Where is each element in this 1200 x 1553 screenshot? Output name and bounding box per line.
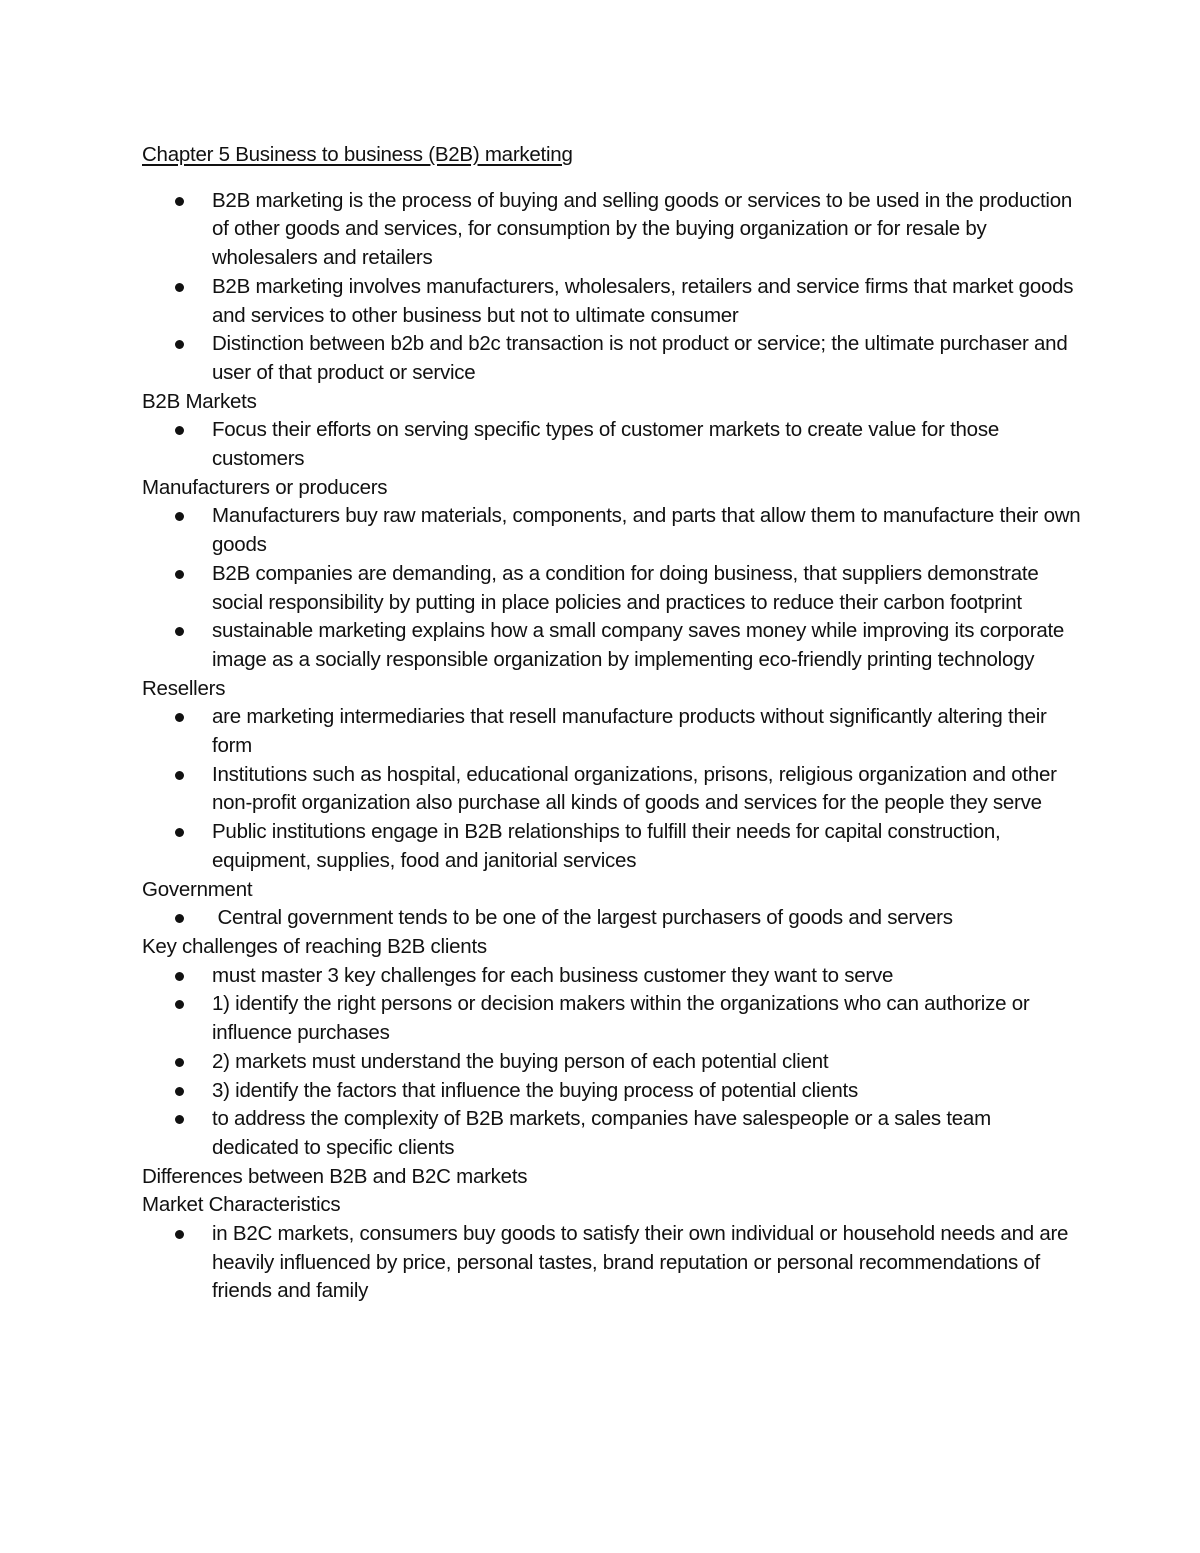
- bullet-text: B2B companies are demanding, as a condition for doing business, that suppliers demonstrate social responsibility by putting in place policies and practices to reduce their carbon footprint: [212, 561, 1039, 614]
- section-heading-market-characteristics: Market Characteristics: [142, 1193, 341, 1217]
- bullet-text: sustainable marketing explains how a small company saves money while improving its corporate image as a socially responsible organization by implementing eco-friendly printing technology: [212, 619, 1065, 671]
- section-heading-resellers: Resellers: [142, 676, 226, 700]
- section-heading-b2b-markets: B2B Markets: [142, 389, 257, 413]
- bullet-dot-icon: [175, 914, 184, 923]
- bullet-dot-icon: [175, 972, 184, 981]
- bullet-dot-icon: [175, 713, 184, 722]
- manufacturers-bullet-list: [142, 502, 1082, 674]
- bullet-item: [142, 962, 1082, 991]
- bullet-dot-icon: [175, 512, 184, 521]
- bullet-dot-icon: [175, 340, 184, 349]
- bullet-item: [142, 502, 1082, 559]
- bullet-text: 2) markets must understand the buying person of each potential client: [212, 1049, 829, 1073]
- bullet-dot-icon: [175, 426, 184, 435]
- bullet-item: [142, 617, 1082, 674]
- section-heading-government: Government: [142, 877, 253, 901]
- bullet-text: must master 3 key challenges for each business customer they want to serve: [212, 963, 894, 987]
- bullet-text: are marketing intermediaries that resell manufacture products without significantly altering their form: [212, 705, 1047, 758]
- bullet-dot-icon: [175, 570, 184, 579]
- bullet-item: [142, 187, 1082, 273]
- bullet-dot-icon: [175, 1087, 184, 1096]
- bullet-dot-icon: [175, 771, 184, 780]
- bullet-item: [142, 560, 1082, 617]
- key-challenges-bullet-list: [142, 962, 1082, 1163]
- bullet-item: [142, 818, 1082, 875]
- bullet-dot-icon: [175, 1058, 184, 1067]
- bullet-dot-icon: [175, 828, 184, 837]
- bullet-item: [142, 1105, 1082, 1162]
- bullet-text: Institutions such as hospital, educational organizations, prisons, religious organization and other non-profit organization also purchase all kinds of goods and services for the people they serve: [212, 762, 1057, 815]
- bullet-text: 1) identify the right persons or decision makers within the organizations who can authorize or influence purchases: [212, 992, 1030, 1045]
- bullet-text: in B2C markets, consumers buy goods to satisfy their own individual or household needs and are heavily influenced by price, personal tastes, brand reputation or personal recommendations of friends and family: [212, 1222, 1069, 1303]
- bullet-text: B2B marketing involves manufacturers, wholesalers, retailers and service firms that market goods and services to other business but not to ultimate consumer: [212, 274, 1074, 327]
- bullet-item: [142, 904, 1082, 933]
- bullet-dot-icon: [175, 627, 184, 636]
- bullet-item: [142, 416, 1082, 473]
- government-bullet-list: [142, 904, 1082, 933]
- bullet-item: [142, 330, 1082, 387]
- market-characteristics-bullet-list: [142, 1220, 1082, 1306]
- bullet-dot-icon: [175, 1000, 184, 1009]
- bullet-dot-icon: [175, 283, 184, 292]
- bullet-dot-icon: [175, 197, 184, 206]
- document-title: Chapter 5 Business to business (B2B) marketing: [142, 143, 573, 166]
- document-page: [142, 141, 1082, 1306]
- bullet-item: [142, 761, 1082, 818]
- resellers-bullet-list: [142, 703, 1082, 875]
- section-heading-key-challenges: Key challenges of reaching B2B clients: [142, 934, 487, 958]
- section-heading-manufacturers: Manufacturers or producers: [142, 475, 388, 499]
- section-heading-differences: Differences between B2B and B2C markets: [142, 1164, 528, 1188]
- bullet-text: Focus their efforts on serving specific types of customer markets to create value for those customers: [212, 418, 999, 471]
- bullet-text: Central government tends to be one of the largest purchasers of goods and servers: [212, 906, 953, 930]
- b2b-markets-bullet-list: [142, 416, 1082, 473]
- bullet-text: 3) identify the factors that influence the buying process of potential clients: [212, 1078, 858, 1102]
- bullet-item: [142, 273, 1082, 330]
- bullet-text: Public institutions engage in B2B relationships to fulfill their needs for capital construction, equipment, supplies, food and janitorial services: [212, 820, 1001, 872]
- bullet-item: [142, 1048, 1082, 1077]
- bullet-item: [142, 703, 1082, 760]
- bullet-text: Manufacturers buy raw materials, components, and parts that allow them to manufacture their own goods: [212, 504, 1081, 557]
- bullet-text: to address the complexity of B2B markets, companies have salespeople or a sales team dedicated to specific clients: [212, 1107, 991, 1159]
- bullet-item: [142, 1077, 1082, 1106]
- bullet-dot-icon: [175, 1230, 184, 1239]
- bullet-text: B2B marketing is the process of buying and selling goods or services to be used in the production of other goods and services, for consumption by the buying organization or for resale by wholesalers and retailers: [212, 188, 1073, 270]
- bullet-dot-icon: [175, 1115, 184, 1124]
- bullet-item: [142, 990, 1082, 1047]
- intro-bullet-list: [142, 187, 1082, 388]
- bullet-text: Distinction between b2b and b2c transaction is not product or service; the ultimate purchaser and user of that product or service: [212, 332, 1068, 384]
- bullet-item: [142, 1220, 1082, 1306]
